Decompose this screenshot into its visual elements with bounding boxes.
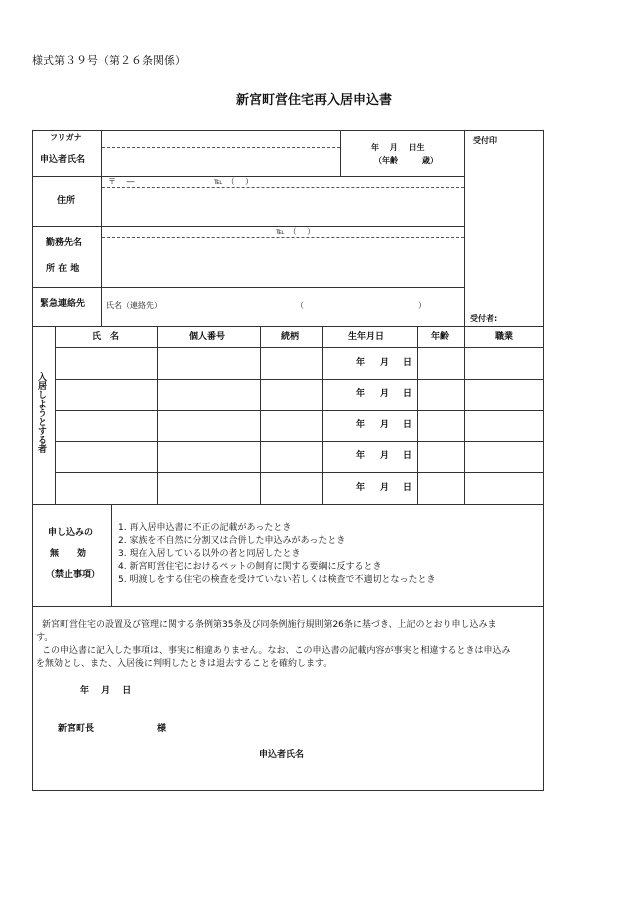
address-label: 住所 — [57, 196, 76, 206]
invalid-item: 5. 明渡しをする住宅の検査を受けていない若しくは検査で不適切となったとき — [118, 575, 436, 585]
declaration-p1-line2: す。 — [36, 633, 54, 643]
age-label: （年齢 歳） — [374, 156, 438, 165]
work-tel-label: ℡ （ ） — [276, 227, 316, 236]
declaration-p2-line1: この申込書に記入した事項は、事実に相違ありません。なお、この申込書の記載内容が事実と相違するときは申込み — [42, 646, 511, 656]
address-tel-label: ℡ （ ） — [214, 177, 254, 186]
applicant-name-label: 申込者氏名 — [40, 155, 86, 165]
work-address-label: 所 在 地 — [46, 264, 80, 274]
invalid-label-2: 無 効 — [50, 549, 87, 559]
col-relationship: 続柄 — [281, 332, 300, 342]
emergency-paren-open: （ — [296, 301, 304, 310]
declaration-p1-line1: 新宮町営住宅の設置及び管理に関する条例第35条及び同条例施行規則第26条に基づき、上記のとおり申し込みま — [42, 620, 497, 630]
col-birthdate: 生年月日 — [348, 332, 385, 342]
postal-mark: 〒 ― — [108, 177, 135, 186]
furigana-label: フリガナ — [50, 133, 82, 142]
invalid-item: 3. 現在入居している以外の者と同居したとき — [118, 549, 301, 559]
invalid-label-3: （禁止事項） — [46, 570, 101, 580]
col-personal-number: 個人番号 — [189, 332, 226, 342]
declaration-date-label: 年 月 日 — [80, 686, 132, 696]
col-age: 年齢 — [431, 332, 450, 342]
sama-label: 様 — [157, 724, 167, 734]
emergency-contact-label: 緊急連絡先 — [40, 299, 86, 309]
work-name-label: 勤務先名 — [46, 238, 83, 248]
applicant-signature-label: 申込者氏名 — [259, 750, 305, 760]
reception-stamp-label: 受付印 — [473, 136, 497, 145]
page: 様式第３９号（第２６条関係） 新宮町営住宅再入居申込書 フリガナ 申込者氏名 年 月 日生 （年齢 歳） 受付印 住所 〒 ― ℡ （ ） 勤務先名 所 在 地 ℡ （ ） 緊急連絡先 氏名（連絡先） （ ） 受付者: 入居しようとする者 氏 名 個人番号 続柄 生年月日 年齢 職業 年 月 日 年 月 日 年 月 日 年 月 日 年 月 日 申し込みの 無 効 （禁止事項） 1. 再入居申込書に不正の記載があったとき 2. 家族を不自然に分割又は合併した申込みがあったとき 3. 現在入居している以外の者と同居したとき 4. 新宮町営住宅におけるペットの飼育に関する要綱に反するとき 5. 明渡しをする住宅の検査を受けていない若しくは検査で不適切となったとき 新宮町営住宅の設置及び管理に関する条例第35条及び同条例施行規則第26条に基づき、上記のとおり申し込みま す。 この申込書に記入した事項は、事実に相違ありません。なお、この申込書の記載内容が事実と相違するときは申込み を無効とし、また、入居後に判明したときは退去することを確約します。 年 月 日 新宮町長 様 申込者氏名 — [0, 0, 630, 903]
invalid-item: 4. 新宮町営住宅におけるペットの飼育に関する要綱に反するとき — [118, 562, 382, 572]
residents-side-label: 入居しようとする者 — [36, 372, 46, 453]
emergency-paren-close: ） — [418, 301, 426, 310]
emergency-name-label: 氏名（連絡先） — [106, 301, 162, 310]
form-number: 様式第３９号（第２６条関係） — [32, 54, 186, 67]
col-name: 氏 名 — [92, 332, 120, 342]
receiver-label: 受付者: — [470, 314, 498, 323]
invalid-label-1: 申し込みの — [48, 528, 94, 538]
invalid-item: 1. 再入居申込書に不正の記載があったとき — [118, 523, 292, 533]
birth-label: 年 月 日生 — [371, 143, 425, 152]
col-occupation: 職業 — [495, 332, 514, 342]
mayor-label: 新宮町長 — [58, 724, 95, 734]
declaration-p2-line2: を無効とし、また、入居後に判明したときは退去することを確約します。 — [36, 659, 333, 669]
invalid-item: 2. 家族を不自然に分割又は合併した申込みがあったとき — [118, 536, 346, 546]
form-title: 新宮町営住宅再入居申込書 — [236, 93, 393, 108]
